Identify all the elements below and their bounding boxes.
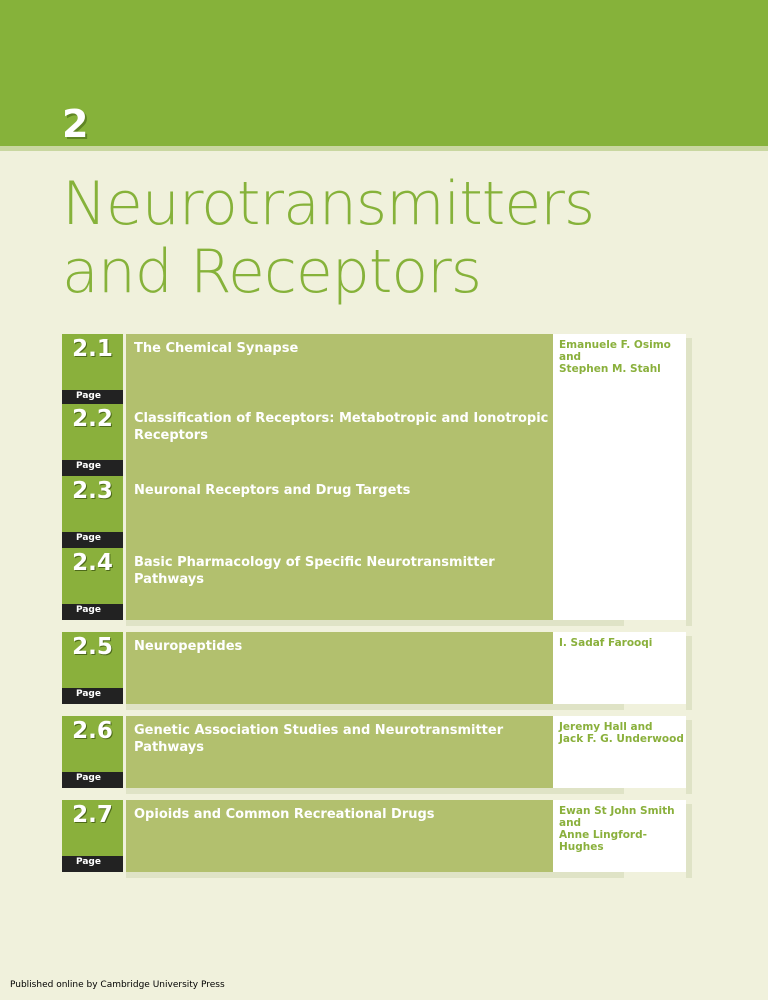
section-number: 2.4 xyxy=(72,550,113,576)
page-label: Page xyxy=(76,391,101,401)
section-title-box xyxy=(126,716,614,788)
group-shadow xyxy=(126,620,624,626)
section-number: 2.2 xyxy=(72,406,113,432)
header-band xyxy=(0,0,768,146)
section-title[interactable]: Basic Pharmacology of Specific Neurotransmitter Pathways xyxy=(134,555,495,587)
page-label: Page xyxy=(76,857,101,867)
section-title[interactable]: Opioids and Common Recreational Drugs xyxy=(134,807,435,822)
author-line: Anne Lingford-Hughes xyxy=(559,829,647,853)
section-number: 2.5 xyxy=(72,634,113,660)
author-line: I. Sadaf Farooqi xyxy=(559,637,653,649)
page-label: Page xyxy=(76,533,101,543)
section-title-box xyxy=(126,476,614,548)
section-title[interactable]: Neuropeptides xyxy=(134,639,243,654)
author-line: Ewan St John Smith and xyxy=(559,805,675,829)
toc-entry[interactable] xyxy=(62,548,552,620)
section-title-box xyxy=(126,548,614,620)
page-tab xyxy=(62,772,123,788)
author-names xyxy=(559,721,684,745)
group-shadow xyxy=(126,704,624,710)
section-number: 2.3 xyxy=(72,478,113,504)
author-shadow xyxy=(686,338,692,626)
section-number: 2.1 xyxy=(72,336,113,362)
author-line: Jack F. G. Underwood xyxy=(559,733,684,745)
section-title-box xyxy=(126,632,614,704)
section-title[interactable]: Classification of Receptors: Metabotropic and Ionotropic Receptors xyxy=(134,411,549,443)
author-box xyxy=(553,334,686,620)
section-title[interactable]: Neuronal Receptors and Drug Targets xyxy=(134,483,411,498)
chapter-title-line2: and Receptors xyxy=(62,237,482,307)
page-label: Page xyxy=(76,689,101,699)
page-label: Page xyxy=(76,605,101,615)
author-line: Emanuele F. Osimo and xyxy=(559,339,671,363)
page-label: Page xyxy=(76,773,101,783)
section-title[interactable]: Genetic Association Studies and Neurotransmitter Pathways xyxy=(134,723,504,755)
header-band-shadow xyxy=(0,146,768,151)
author-names xyxy=(559,339,684,375)
toc-entry[interactable] xyxy=(62,716,552,788)
chapter-title-line1: Neurotransmitters xyxy=(62,169,595,239)
section-title-box xyxy=(126,334,614,406)
toc-entry[interactable] xyxy=(62,476,552,548)
author-shadow xyxy=(686,720,692,794)
section-title-box xyxy=(126,404,614,476)
author-box xyxy=(553,716,686,788)
toc-entry[interactable] xyxy=(62,632,552,704)
section-title[interactable]: The Chemical Synapse xyxy=(134,341,299,356)
chapter-title xyxy=(62,170,742,306)
section-number: 2.6 xyxy=(72,718,113,744)
author-shadow xyxy=(686,804,692,878)
page-label: Page xyxy=(76,461,101,471)
author-box xyxy=(553,632,686,704)
group-shadow xyxy=(126,788,624,794)
author-shadow xyxy=(686,636,692,710)
toc-entry[interactable] xyxy=(62,334,552,406)
author-line: Jeremy Hall and xyxy=(559,721,653,733)
author-names xyxy=(559,805,684,853)
toc-entry[interactable] xyxy=(62,404,552,476)
section-title-box xyxy=(126,800,614,872)
author-box xyxy=(553,800,686,872)
toc-entry[interactable] xyxy=(62,800,552,872)
section-number: 2.7 xyxy=(72,802,113,828)
page-tab xyxy=(62,460,123,476)
page-tab xyxy=(62,856,123,872)
chapter-number: 2 xyxy=(62,102,89,146)
page-tab xyxy=(62,604,123,620)
author-names xyxy=(559,637,684,649)
author-line: Stephen M. Stahl xyxy=(559,363,661,375)
page-tab xyxy=(62,688,123,704)
group-shadow xyxy=(126,872,624,878)
page-tab xyxy=(62,532,123,548)
publisher-footer: Published online by Cambridge University Press xyxy=(10,980,225,990)
